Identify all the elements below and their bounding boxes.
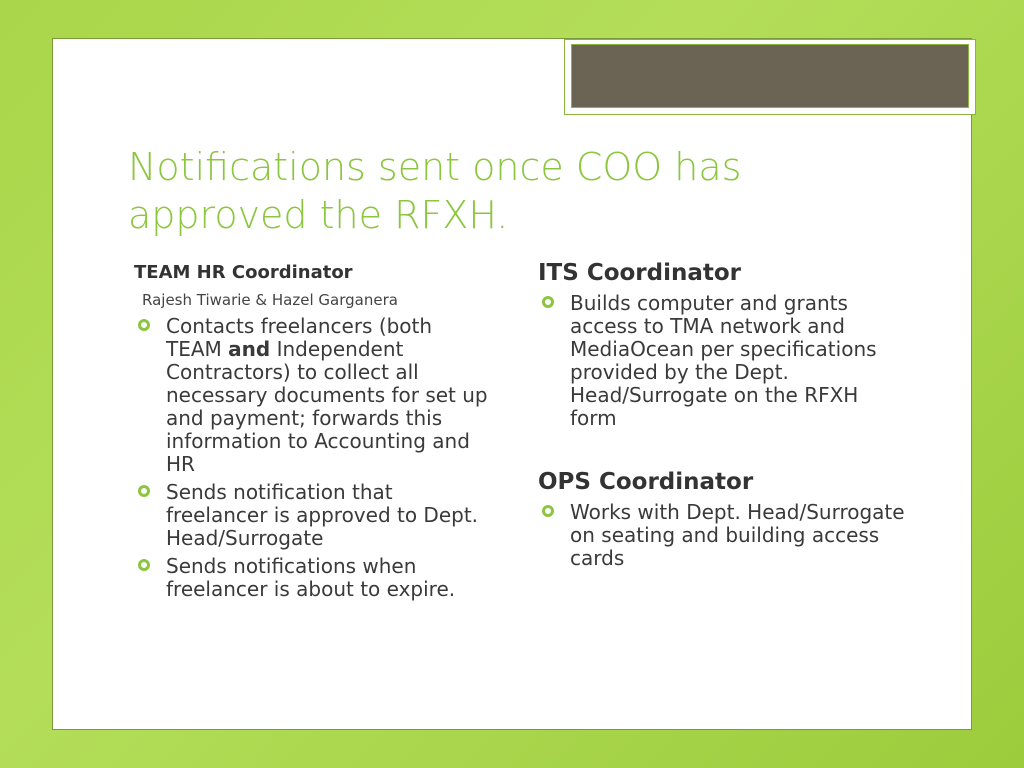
bullet-icon	[138, 485, 150, 497]
team-hr-names: Rajesh Tiwarie & Hazel Garganera	[142, 291, 398, 309]
bullet-text-post: Independent Contractors) to collect all necessary documents for set up and payment; forwards this information to Accounting and HR	[166, 337, 488, 476]
list-item	[538, 501, 908, 570]
section-spacer	[538, 435, 908, 469]
header-tab-fill	[571, 44, 969, 108]
list-item	[538, 292, 908, 430]
bullet-icon	[542, 505, 554, 517]
team-hr-bullet-list	[134, 315, 494, 601]
bullet-text: Works with Dept. Head/Surrogate on seating and building access cards	[570, 500, 905, 570]
bullet-text: Builds computer and grants access to TMA network and MediaOcean per specifications provided by the Dept. Head/Surrogate on the RFXH form	[570, 291, 877, 430]
bullet-icon	[542, 296, 554, 308]
its-bullet-list	[538, 292, 908, 430]
header-tab	[564, 39, 976, 115]
bullet-icon	[138, 319, 150, 331]
bullet-text-bold: and	[228, 337, 271, 361]
list-item	[134, 555, 494, 601]
team-hr-column	[134, 262, 494, 606]
bullet-text: Sends notification that freelancer is approved to Dept. Head/Surrogate	[166, 480, 479, 550]
bullet-text-pre: Contacts freelancers (both TEAM	[166, 314, 433, 361]
bullet-icon	[138, 559, 150, 571]
slide-title: Notifications sent once COO has approved the RFXH.	[128, 145, 742, 237]
coordinators-column	[538, 260, 908, 575]
ops-bullet-list	[538, 501, 908, 570]
its-heading: ITS Coordinator	[538, 260, 742, 286]
ops-heading: OPS Coordinator	[538, 469, 754, 495]
list-item	[134, 481, 494, 550]
team-hr-heading: TEAM HR Coordinator	[134, 262, 353, 283]
list-item	[134, 315, 494, 476]
bullet-text: Sends notifications when freelancer is about to expire.	[166, 554, 456, 601]
